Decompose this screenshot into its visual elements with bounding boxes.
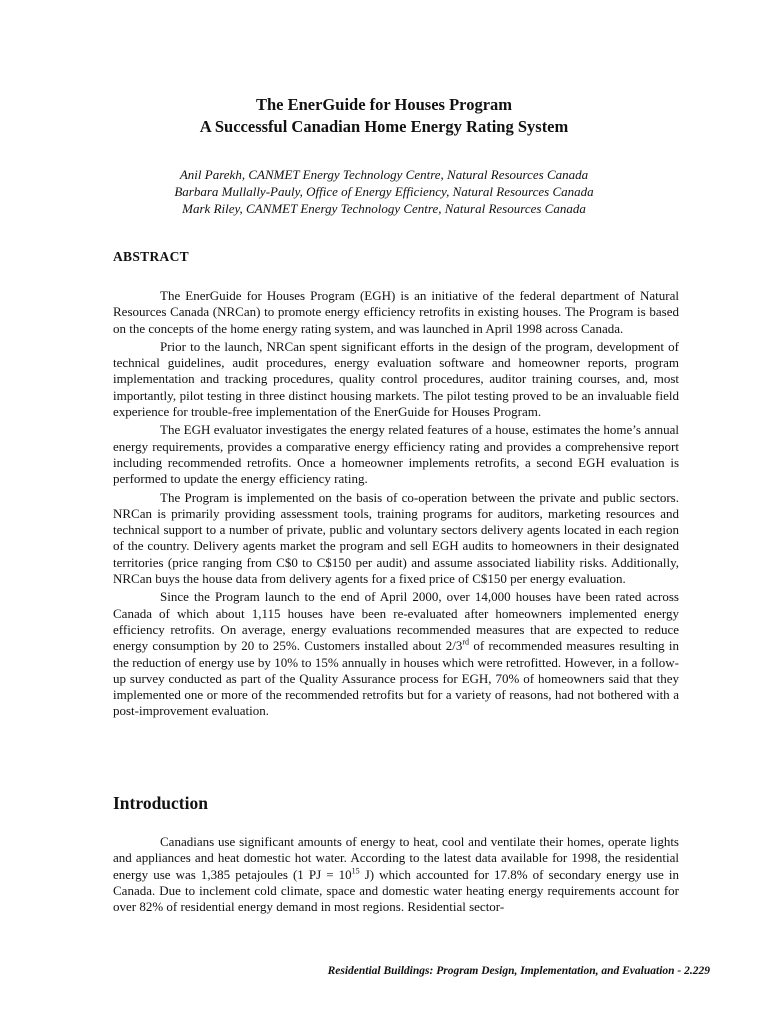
intro-text: Canadians use significant amounts of energy to heat, cool and ventilate their homes, operate lights and appliances and heat domestic hot water. According to the latest data available for 1998, the residential energy use was 1,385 petajoules (1 PJ = 10 — [113, 834, 679, 882]
abstract-text: Since the Program launch to the end of April 2000, over 14,000 houses have been rated across Canada of which about 1,115 houses have been re-evaluated after homeowners implemented energy efficiency retrofits. On average, energy evaluations recommended measures that are expected to reduce energy consumption by 20 to 25%. Customers installed about 2/3 — [113, 589, 679, 654]
superscript: 15 — [351, 866, 360, 876]
author-list — [0, 166, 768, 217]
abstract-paragraph: The EGH evaluator investigates the energy related features of a house, estimates the home’s annual energy requirements, provides a comparative energy efficiency rating and provides a comprehensive report including recommended retrofits. Once a homeowner implements retrofits, a second EGH evaluation is performed to update the energy efficiency rating. — [113, 422, 679, 487]
abstract-heading: ABSTRACT — [113, 249, 189, 264]
abstract-paragraph — [113, 589, 679, 719]
intro-text: J) which accounted for 17.8% of secondary energy use in Canada. Due to inclement cold climate, space and domestic water heating energy requirements account for over 82% of residential energy demand in most regions. Residential sector- — [113, 866, 679, 915]
abstract-paragraph: The EnerGuide for Houses Program (EGH) is an initiative of the federal department of Natural Resources Canada (NRCan) to promote energy efficiency retrofits in existing houses. The Program is based on the concepts of the home energy rating system, and was launched in April 1998 across Canada. — [113, 288, 679, 336]
abstract-paragraph: The Program is implemented on the basis of co-operation between the private and public sectors. NRCan is primarily providing assessment tools, training programs for auditors, marketing resources and technical support to a number of private, public and voluntary sectors delivery agents located in each region of the country. Delivery agents market the program and sell EGH audits to homeowners in their designated territories (price ranging from C$0 to C$150 per audit) and assume associated liability risks. Additionally, NRCan buys the house data from delivery agents for a fixed price of C$150 per energy evaluation. — [113, 489, 679, 587]
page-footer: Residential Buildings: Program Design, Implementation, and Evaluation - 2.229 — [327, 965, 710, 977]
abstract-paragraph: Prior to the launch, NRCan spent significant efforts in the design of the program, development of technical guidelines, audit procedures, energy evaluation software and homeowner reports, program implementation and tracking procedures, quality control procedures, auditor training courses, and, most importantly, pilot testing in three distinct housing markets. The pilot testing proved to be an invaluable field experience for trouble-free implementation of the EnerGuide for Houses Program. — [113, 338, 679, 420]
introduction-heading: Introduction — [113, 793, 208, 813]
author-line: Anil Parekh, CANMET Energy Technology Centre, Natural Resources Canada — [179, 167, 589, 182]
paper-title — [0, 94, 768, 138]
title-line-1: The EnerGuide for Houses Program — [255, 95, 513, 114]
superscript: rd — [462, 637, 470, 647]
author-line: Mark Riley, CANMET Energy Technology Centre, Natural Resources Canada — [182, 201, 586, 216]
author-line: Barbara Mullally-Pauly, Office of Energy Efficiency, Natural Resources Canada — [174, 184, 594, 199]
abstract-text: of recommended measures resulting in the reduction of energy use by 10% to 15% annually in houses which were retrofitted. However, in a follow-up survey conducted as part of the Quality Assurance process for EGH, 70% of homeowners said that they implemented one or more of the recommended retrofits but for a variety of reasons, had not bothered with a post-improvement evaluation. — [113, 638, 679, 719]
abstract-body — [113, 288, 679, 722]
title-line-2: A Successful Canadian Home Energy Rating System — [199, 117, 569, 136]
introduction-body — [113, 834, 679, 917]
introduction-paragraph — [113, 834, 679, 915]
